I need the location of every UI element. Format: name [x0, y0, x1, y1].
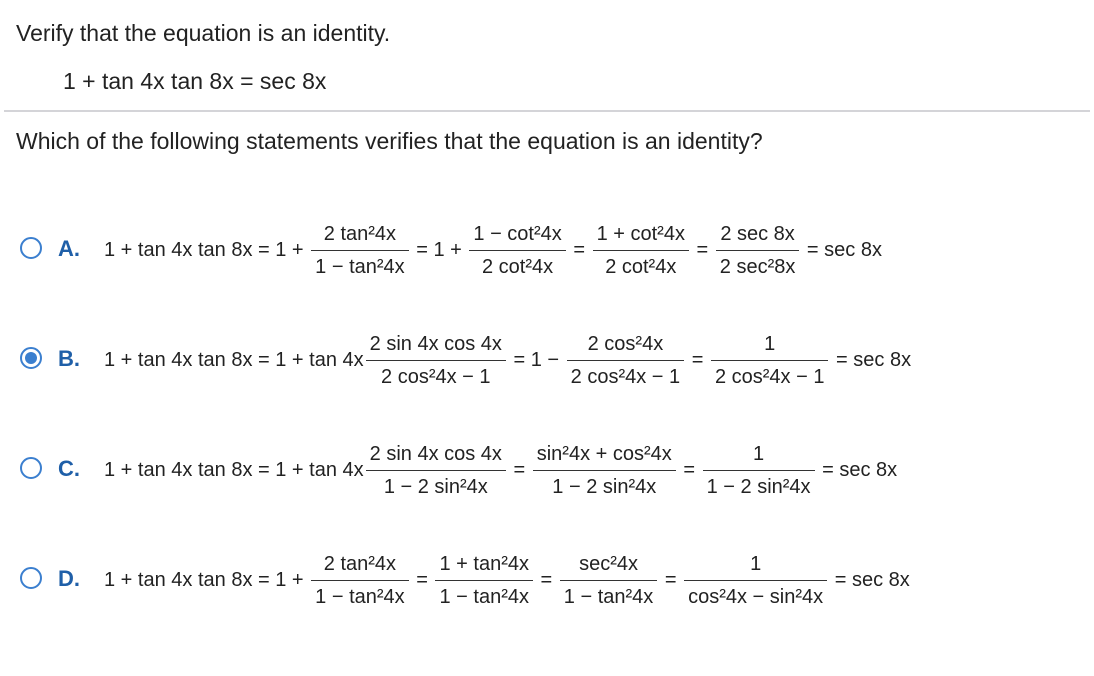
fraction-denominator: 2 cos²4x − 1	[570, 365, 681, 388]
option-letter: C.	[58, 456, 80, 481]
fraction-bar	[366, 470, 506, 471]
fraction	[311, 552, 409, 609]
fraction-numerator: 2 sin 4x cos 4x	[369, 332, 502, 355]
math-text: =	[690, 238, 714, 261]
fraction	[533, 442, 676, 499]
instruction-text: Verify that the equation is an identity.	[16, 20, 391, 46]
math-text: 1 + tan 4x tan 8x = 1 + tan 4x	[104, 348, 364, 371]
fraction-bar	[311, 250, 409, 251]
fraction	[435, 552, 533, 609]
identity-equation: 1 + tan 4x tan 8x = sec 8x	[63, 68, 327, 94]
option-letter: A.	[58, 236, 80, 261]
fraction-bar	[311, 580, 409, 581]
fraction-numerator: 1	[750, 552, 762, 575]
math-text: =	[507, 458, 531, 481]
fraction	[684, 552, 827, 609]
option-letter: B.	[58, 346, 80, 371]
math-text: 1 + tan 4x tan 8x = 1 + tan 4x	[104, 458, 364, 481]
option-expression	[104, 540, 910, 620]
math-text: = 1 +	[410, 238, 468, 261]
fraction-numerator: sec²4x	[579, 552, 638, 575]
fraction-numerator: 1	[753, 442, 765, 465]
math-text: =	[677, 458, 701, 481]
radio-button-a[interactable]	[20, 237, 42, 259]
fraction-bar	[711, 360, 829, 361]
fraction-denominator: 1 − 2 sin²4x	[706, 475, 811, 498]
fraction-bar	[435, 580, 533, 581]
fraction-bar	[567, 360, 685, 361]
fraction-denominator: cos²4x − sin²4x	[688, 585, 824, 608]
option-d[interactable]	[0, 540, 1094, 620]
option-expression	[104, 430, 897, 510]
fraction	[716, 222, 800, 279]
fraction	[560, 552, 658, 609]
option-b[interactable]	[0, 320, 1094, 400]
fraction-bar	[716, 250, 800, 251]
math-text: = 1 −	[507, 348, 565, 371]
fraction-denominator: 1 − tan²4x	[563, 585, 654, 608]
option-expression	[104, 210, 882, 290]
radio-button-c[interactable]	[20, 457, 42, 479]
math-text: 1 + tan 4x tan 8x = 1 +	[104, 568, 310, 591]
fraction-numerator: 1	[764, 332, 776, 355]
divider	[4, 110, 1090, 112]
fraction	[711, 332, 829, 389]
fraction-bar	[560, 580, 658, 581]
fraction	[366, 442, 506, 499]
math-text: 1 + tan 4x tan 8x = 1 +	[104, 238, 310, 261]
fraction-numerator: sin²4x + cos²4x	[536, 442, 672, 465]
fraction-numerator: 1 + cot²4x	[596, 222, 685, 245]
math-text: = sec 8x	[830, 348, 912, 371]
math-text: =	[534, 568, 558, 591]
math-text: =	[686, 348, 709, 371]
fraction-numerator: 2 cos²4x	[587, 332, 664, 355]
fraction-denominator: 1 − tan²4x	[315, 255, 405, 278]
fraction-denominator: 2 sec²8x	[719, 255, 796, 278]
radio-button-b[interactable]	[20, 347, 42, 369]
fraction-bar	[684, 580, 827, 581]
fraction	[703, 442, 815, 499]
math-text: =	[659, 568, 683, 591]
fraction-denominator: 1 − tan²4x	[439, 585, 529, 608]
fraction	[469, 222, 565, 279]
fraction-denominator: 2 cot²4x	[482, 255, 554, 278]
fraction-numerator: 2 tan²4x	[323, 222, 397, 245]
fraction-numerator: 2 tan²4x	[323, 552, 397, 575]
fraction-denominator: 2 cot²4x	[605, 255, 677, 278]
fraction-denominator: 2 cos²4x − 1	[714, 365, 825, 388]
fraction-denominator: 1 − 2 sin²4x	[383, 475, 488, 498]
option-a[interactable]	[0, 210, 1094, 290]
fraction-denominator: 1 − 2 sin²4x	[552, 475, 657, 498]
math-text: =	[567, 238, 591, 261]
fraction-bar	[703, 470, 815, 471]
fraction-numerator: 2 sin 4x cos 4x	[369, 442, 502, 465]
math-text: = sec 8x	[816, 458, 898, 481]
fraction-bar	[533, 470, 676, 471]
math-text: = sec 8x	[829, 568, 910, 591]
fraction-bar	[469, 250, 565, 251]
option-letter: D.	[58, 566, 80, 591]
fraction	[311, 222, 409, 279]
option-expression	[104, 320, 911, 400]
fraction	[366, 332, 506, 389]
fraction	[567, 332, 685, 389]
math-text: =	[410, 568, 434, 591]
question-text: Which of the following statements verifies that the equation is an identity?	[16, 128, 763, 154]
fraction-numerator: 1 + tan²4x	[439, 552, 529, 575]
fraction-denominator: 1 − tan²4x	[315, 585, 405, 608]
fraction-numerator: 2 sec 8x	[720, 222, 795, 245]
fraction-numerator: 1 − cot²4x	[473, 222, 562, 245]
option-c[interactable]	[0, 430, 1094, 510]
fraction-bar	[366, 360, 506, 361]
fraction-bar	[593, 250, 689, 251]
math-text: = sec 8x	[801, 238, 882, 261]
radio-button-d[interactable]	[20, 567, 42, 589]
fraction	[593, 222, 689, 279]
fraction-denominator: 2 cos²4x − 1	[381, 365, 491, 388]
